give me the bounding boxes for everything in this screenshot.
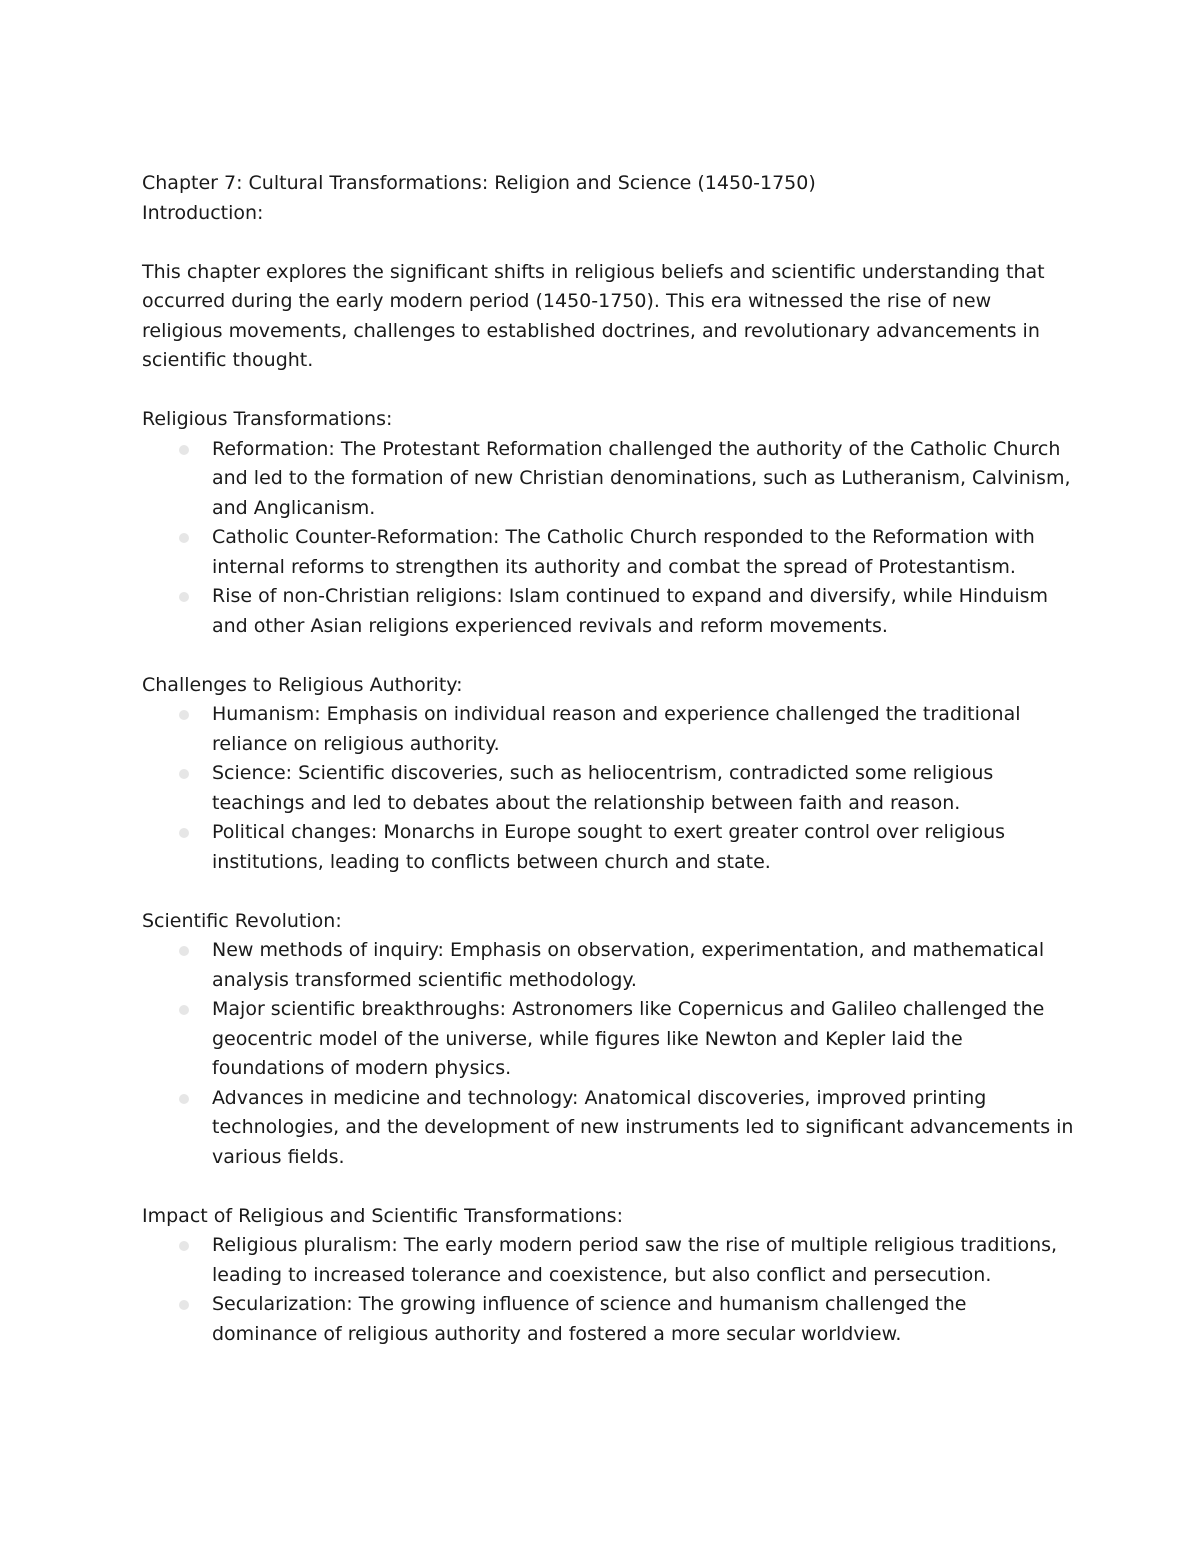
spacer — [142, 641, 1077, 671]
list-item — [142, 759, 1077, 818]
list-item-text: Humanism: Emphasis on individual reason and experience challenged the traditional reliance on religious authority. — [212, 703, 1021, 755]
bullet-icon — [179, 828, 189, 838]
list-item-text: Secularization: The growing influence of science and humanism challenged the dominance of religious authority and fostered a more secular worldview. — [212, 1293, 967, 1345]
list-item-text: New methods of inquiry: Emphasis on observation, experimentation, and mathematical analysis transformed scientific methodology. — [212, 939, 1045, 991]
list-item-text: Religious pluralism: The early modern period saw the rise of multiple religious traditions, leading to increased tolerance and coexistence, but also conflict and persecution. — [212, 1234, 1058, 1286]
spacer — [142, 376, 1077, 406]
list-item — [142, 818, 1077, 877]
bullet-icon — [179, 710, 189, 720]
bullet-list — [142, 936, 1077, 1172]
list-item-text: Major scientific breakthroughs: Astronomers like Copernicus and Galileo challenged the geocentric model of the universe, while figures like Newton and Kepler laid the foundations of modern physics. — [212, 998, 1045, 1079]
list-item — [142, 1084, 1077, 1173]
bullet-icon — [179, 769, 189, 779]
bullet-icon — [179, 946, 189, 956]
document-page — [142, 169, 1077, 1349]
list-item-text: Political changes: Monarchs in Europe sought to exert greater control over religious institutions, leading to conflicts between church and state. — [212, 821, 1006, 873]
list-item-text: Rise of non-Christian religions: Islam continued to expand and diversify, while Hinduism and other Asian religions experienced revivals and reform movements. — [212, 585, 1048, 637]
section-heading-impact: Impact of Religious and Scientific Transformations: — [142, 1204, 623, 1227]
list-item — [142, 1231, 1077, 1290]
bullet-icon — [179, 1094, 189, 1104]
spacer — [142, 877, 1077, 907]
bullet-list — [142, 700, 1077, 877]
spacer — [142, 228, 1077, 258]
bullet-icon — [179, 1300, 189, 1310]
section-heading-challenges: Challenges to Religious Authority: — [142, 673, 463, 696]
bullet-icon — [179, 1241, 189, 1251]
bullet-icon — [179, 445, 189, 455]
list-item — [142, 582, 1077, 641]
section-heading-religious-transformations: Religious Transformations: — [142, 408, 393, 430]
section-heading-scientific-revolution: Scientific Revolution: — [142, 909, 342, 932]
list-item — [142, 700, 1077, 759]
intro-heading: Introduction: — [142, 201, 264, 224]
bullet-icon — [179, 592, 189, 602]
bullet-icon — [179, 1005, 189, 1015]
bullet-list — [142, 435, 1077, 642]
list-item — [142, 523, 1077, 582]
list-item-text: Reformation: The Protestant Reformation challenged the authority of the Catholic Church and led to the formation of new Christian denominations, such as Lutheranism, Calvinism, and Anglicanism. — [212, 437, 1071, 519]
document-title: Chapter 7: Cultural Transformations: Religion and Science (1450-1750) — [142, 172, 816, 194]
list-item-text: Catholic Counter-Reformation: The Catholic Church responded to the Reformation with internal reforms to strengthen its authority and combat the spread of Protestantism. — [212, 526, 1035, 578]
list-item — [142, 936, 1077, 995]
list-item — [142, 995, 1077, 1084]
list-item — [142, 1290, 1077, 1349]
list-item-text: Advances in medicine and technology: Anatomical discoveries, improved printing technologies, and the development of new instruments led to significant advancements in various fields. — [212, 1086, 1074, 1168]
bullet-list — [142, 1231, 1077, 1349]
intro-paragraph: This chapter explores the significant shifts in religious beliefs and scientific understanding that occurred during the early modern period (1450-1750). This era witnessed the rise of new religious movements, challenges to established doctrines, and revolutionary advancements in scientific thought. — [142, 260, 1045, 371]
list-item-text: Science: Scientific discoveries, such as heliocentrism, contradicted some religious teachings and led to debates about the relationship between faith and reason. — [212, 762, 994, 814]
bullet-icon — [179, 533, 189, 543]
list-item — [142, 435, 1077, 524]
spacer — [142, 1172, 1077, 1202]
